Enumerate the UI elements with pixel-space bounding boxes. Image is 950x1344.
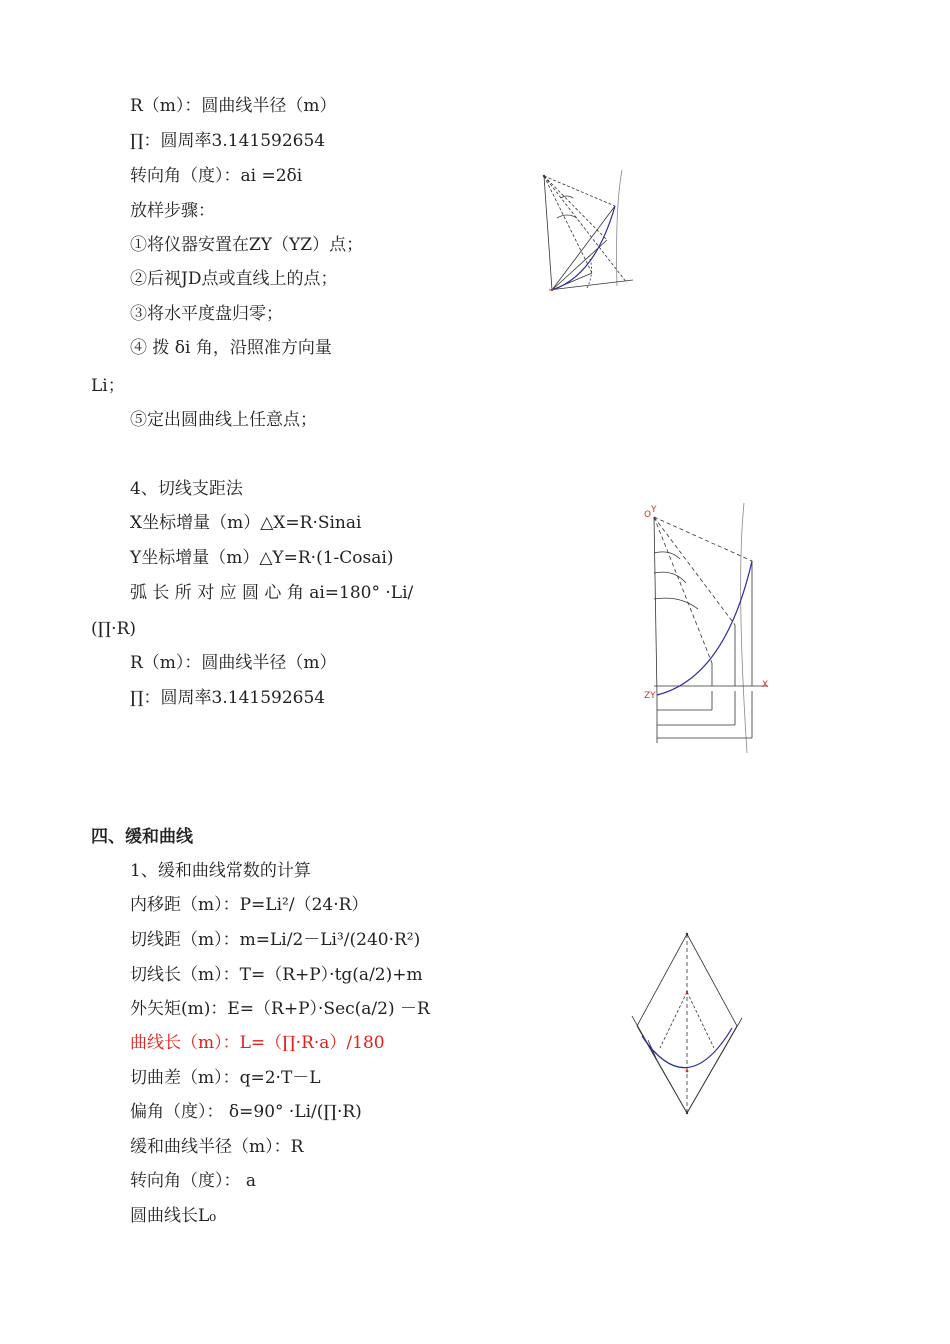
formula-line-highlighted: 曲线长（m）：L=（∏·R·a）/180 xyxy=(130,1033,385,1053)
tangent-offset-diagram xyxy=(640,503,770,753)
formula-line: 转向角（度）： a xyxy=(130,1171,257,1191)
formula-line: 缓和曲线半径（m）：R xyxy=(130,1137,304,1157)
text-line: 转向角（度）：ai =2δi xyxy=(130,166,303,186)
text-line: R（m）：圆曲线半径（m） xyxy=(130,653,337,673)
section-heading: 四、缓和曲线 xyxy=(91,827,193,847)
step-line: ①将仪器安置在ZY（YZ）点； xyxy=(130,235,364,255)
step-line: ②后视JD点或直线上的点； xyxy=(130,269,338,289)
text-line: X坐标增量（m）△X=R·Sinai xyxy=(130,513,362,533)
deflection-angle-diagram xyxy=(537,168,637,303)
formula-line: 切线距（m）：m=Li/2－Li³/(240·R²) xyxy=(130,930,421,950)
text-line: Li； xyxy=(91,376,125,396)
formula-line: 外矢矩(m)：E=（R+P）·Sec(a/2) －R xyxy=(130,999,430,1019)
label-zy: ZY xyxy=(644,691,656,701)
label-x: X xyxy=(762,680,769,690)
formula-line: 内移距（m）：P=Li²/（24·R） xyxy=(130,895,369,915)
text-line: ∏：圆周率3.141592654 xyxy=(130,131,326,151)
label-o: O xyxy=(644,510,652,520)
text-line: ∏：圆周率3.141592654 xyxy=(130,688,326,708)
formula-line: 偏角（度）： δ=90° ·Li/(∏·R) xyxy=(130,1102,362,1122)
text-line: 放样步骤： xyxy=(130,201,215,221)
label-y: Y xyxy=(651,505,657,515)
step-line: ③将水平度盘归零； xyxy=(130,304,283,324)
subsection-heading: 1、缓和曲线常数的计算 xyxy=(130,861,311,881)
transition-curve-diagram xyxy=(632,928,742,1123)
method-heading: 4、切线支距法 xyxy=(130,479,243,499)
text-line: 弧 长 所 对 应 圆 心 角 ai=180° ·Li/ xyxy=(130,583,414,603)
text-line: R（m）：圆曲线半径（m） xyxy=(130,96,337,116)
step-line: ⑤定出圆曲线上任意点； xyxy=(130,410,317,430)
step-line: ④ 拨 δi 角，沿照准方向量 xyxy=(130,338,332,358)
text-line: Y坐标增量（m）△Y=R·(1-Cosai) xyxy=(130,548,394,568)
formula-line: 圆曲线长L₀ xyxy=(130,1206,217,1226)
formula-line: 切线长（m）：T=（R+P）·tg(a/2)+m xyxy=(130,965,423,985)
text-line: (∏·R) xyxy=(91,619,136,639)
formula-line: 切曲差（m）：q=2·T－L xyxy=(130,1068,321,1088)
